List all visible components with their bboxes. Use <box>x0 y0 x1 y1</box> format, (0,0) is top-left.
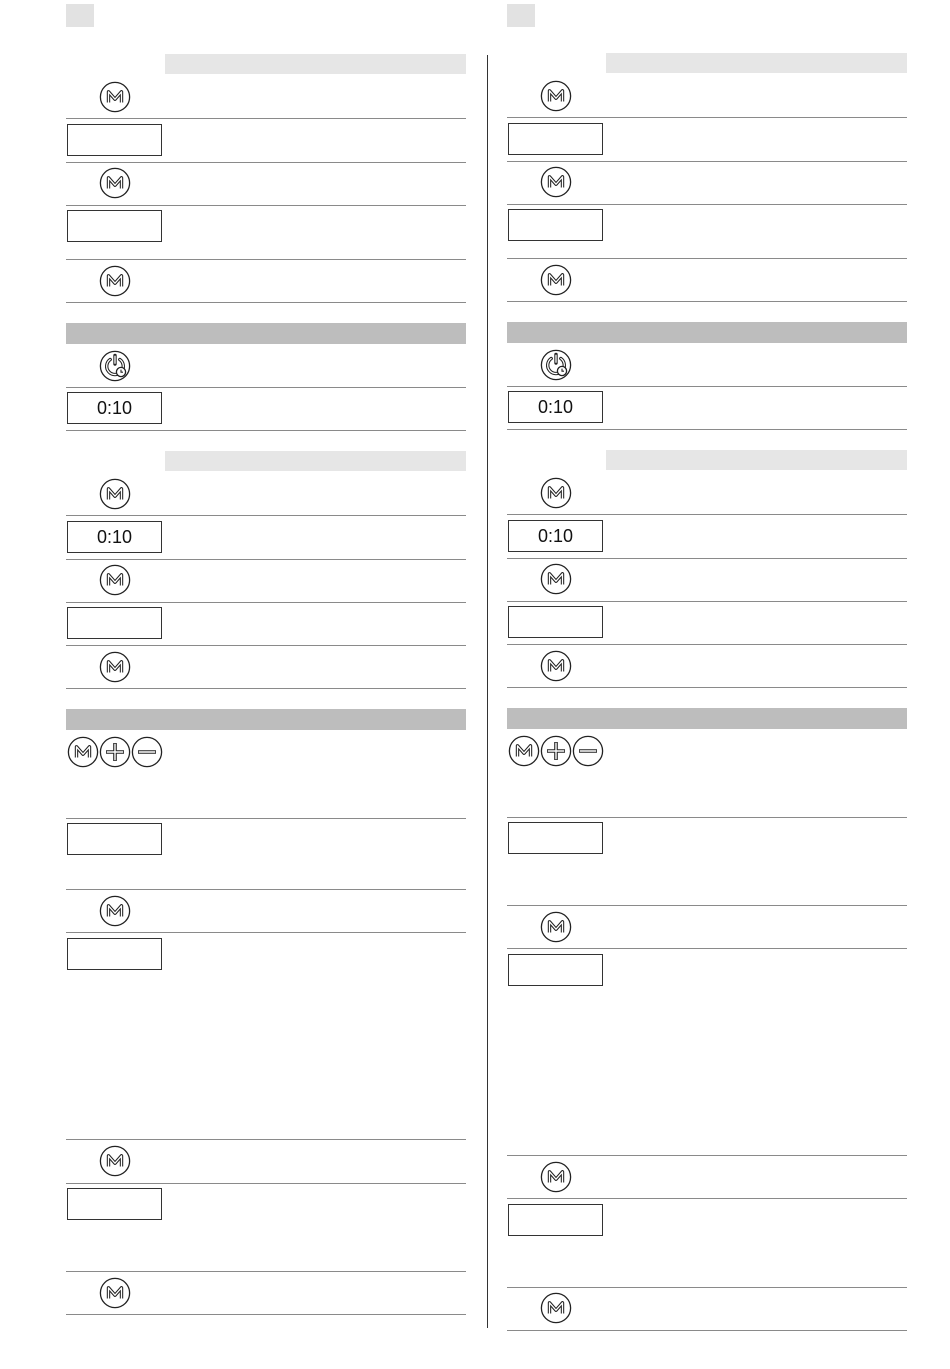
step-divider <box>507 117 907 118</box>
power-timer-icon[interactable] <box>540 349 572 381</box>
step-divider <box>507 301 907 302</box>
step-divider <box>66 818 466 819</box>
step-divider <box>66 205 466 206</box>
mode-m-button-icon[interactable] <box>99 1145 131 1177</box>
step-divider <box>507 644 907 645</box>
page-tab-right <box>507 4 535 27</box>
display-screen <box>67 938 162 970</box>
step-divider <box>66 430 466 431</box>
step-divider <box>507 1287 907 1288</box>
step-divider <box>507 687 907 688</box>
right-column <box>507 0 907 1369</box>
mode-m-button-icon[interactable] <box>540 650 572 682</box>
display-screen <box>508 209 603 241</box>
mode-m-button-icon[interactable] <box>540 80 572 112</box>
step-divider <box>66 645 466 646</box>
display-screen <box>67 124 162 156</box>
step-divider <box>66 1183 466 1184</box>
step-divider <box>66 515 466 516</box>
display-screen: 0:10 <box>508 391 603 423</box>
display-screen <box>67 210 162 242</box>
mode-m-button-icon[interactable] <box>540 911 572 943</box>
step-divider <box>507 1198 907 1199</box>
mode-m-button-icon[interactable] <box>99 265 131 297</box>
display-screen <box>508 822 603 854</box>
step-divider <box>66 302 466 303</box>
mode-m-button-icon[interactable] <box>99 564 131 596</box>
step-divider <box>507 386 907 387</box>
mode-m-button-icon[interactable] <box>99 167 131 199</box>
display-screen <box>67 823 162 855</box>
plus-button-icon[interactable] <box>540 735 572 767</box>
left-column <box>66 0 466 1369</box>
mode-m-button-icon[interactable] <box>99 1277 131 1309</box>
step-divider <box>507 905 907 906</box>
mode-m-button-icon[interactable] <box>540 1161 572 1193</box>
section-header-bar <box>66 323 466 344</box>
step-divider <box>507 817 907 818</box>
step-divider <box>66 559 466 560</box>
step-divider <box>66 932 466 933</box>
step-divider <box>66 118 466 119</box>
step-divider <box>66 1271 466 1272</box>
step-divider <box>66 1314 466 1315</box>
step-divider <box>507 429 907 430</box>
display-screen: 0:10 <box>67 392 162 424</box>
subsection-header-bar <box>165 451 466 471</box>
display-screen <box>508 954 603 986</box>
mode-m-button-icon[interactable] <box>540 563 572 595</box>
mode-m-button-icon[interactable] <box>540 166 572 198</box>
step-divider <box>66 688 466 689</box>
subsection-header-bar <box>606 450 907 470</box>
column-divider <box>487 55 488 1328</box>
step-divider <box>507 258 907 259</box>
step-divider <box>507 558 907 559</box>
subsection-header-bar <box>606 53 907 73</box>
subsection-header-bar <box>165 54 466 74</box>
mode-m-button-icon[interactable] <box>99 895 131 927</box>
display-screen <box>67 607 162 639</box>
power-timer-icon[interactable] <box>99 350 131 382</box>
mode-m-button-icon[interactable] <box>508 735 540 767</box>
display-screen: 0:10 <box>67 521 162 553</box>
step-divider <box>507 601 907 602</box>
step-divider <box>66 162 466 163</box>
step-divider <box>507 948 907 949</box>
mode-m-button-icon[interactable] <box>67 736 99 768</box>
step-divider <box>66 889 466 890</box>
mode-m-button-icon[interactable] <box>99 81 131 113</box>
mode-m-button-icon[interactable] <box>540 1292 572 1324</box>
step-divider <box>507 1155 907 1156</box>
section-header-bar <box>66 709 466 730</box>
mode-m-button-icon[interactable] <box>99 478 131 510</box>
step-divider <box>66 259 466 260</box>
mode-m-button-icon[interactable] <box>540 264 572 296</box>
minus-button-icon[interactable] <box>572 735 604 767</box>
step-divider <box>66 1139 466 1140</box>
display-screen: 0:10 <box>508 520 603 552</box>
step-divider <box>66 602 466 603</box>
plus-button-icon[interactable] <box>99 736 131 768</box>
step-divider <box>66 387 466 388</box>
mode-m-button-icon[interactable] <box>540 477 572 509</box>
step-divider <box>507 204 907 205</box>
page-tab-left <box>66 4 94 27</box>
display-screen <box>508 606 603 638</box>
step-divider <box>507 161 907 162</box>
display-screen <box>67 1188 162 1220</box>
minus-button-icon[interactable] <box>131 736 163 768</box>
section-header-bar <box>507 322 907 343</box>
step-divider <box>507 514 907 515</box>
mode-m-button-icon[interactable] <box>99 651 131 683</box>
display-screen <box>508 1204 603 1236</box>
display-screen <box>508 123 603 155</box>
section-header-bar <box>507 708 907 729</box>
step-divider <box>507 1330 907 1331</box>
